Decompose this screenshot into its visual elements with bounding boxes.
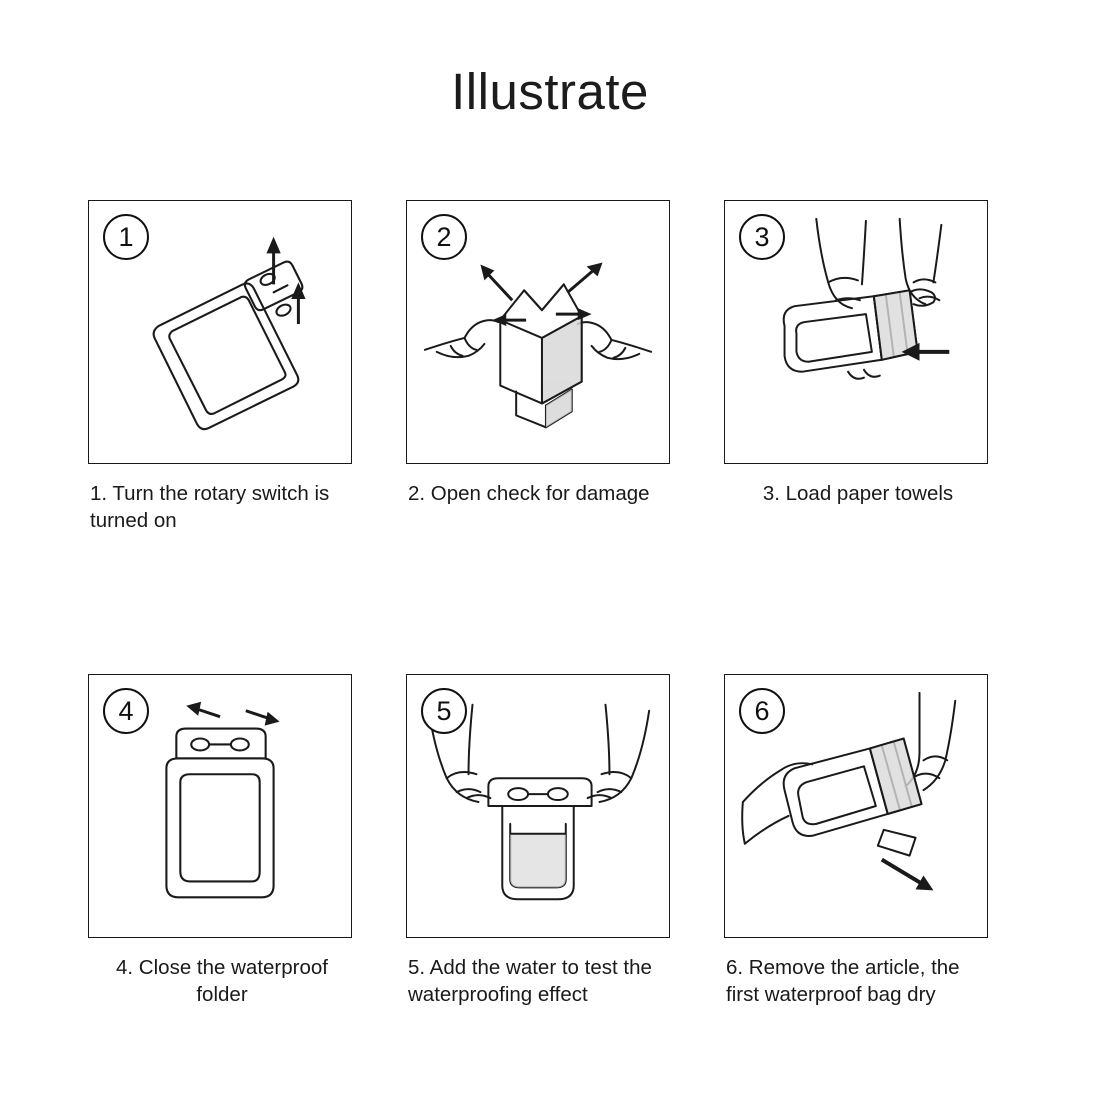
step-6-badge: 6	[739, 688, 785, 734]
step-3-panel	[724, 200, 988, 464]
step-1-panel	[88, 200, 352, 464]
step-5-caption: 5. Add the water to test the waterproofing effect	[408, 956, 652, 1006]
step-5-panel	[406, 674, 670, 938]
step-2-caption: 2. Open check for damage	[408, 482, 650, 505]
step-2	[406, 200, 674, 534]
step-4-panel	[88, 674, 352, 938]
step-6-panel	[724, 674, 988, 938]
steps-grid	[88, 200, 1018, 1008]
step-3-caption: 3. Load paper towels	[762, 482, 954, 505]
step-3	[724, 200, 992, 534]
step-2-panel	[406, 200, 670, 464]
page-title: Illustrate	[451, 63, 649, 120]
step-2-badge: 2	[421, 214, 467, 260]
step-4-badge: 4	[103, 688, 149, 734]
step-1	[88, 200, 356, 534]
step-5-badge: 5	[421, 688, 467, 734]
step-4-caption: 4. Close the waterproof folder	[116, 956, 328, 1006]
step-6-caption: 6. Remove the article, the first waterproof bag dry	[726, 956, 960, 1006]
step-1-badge: 1	[103, 214, 149, 260]
step-3-badge: 3	[739, 214, 785, 260]
step-1-caption: 1. Turn the rotary switch is turned on	[90, 482, 330, 532]
step-5	[406, 674, 674, 1008]
step-6	[724, 674, 992, 1008]
step-4	[88, 674, 356, 1008]
